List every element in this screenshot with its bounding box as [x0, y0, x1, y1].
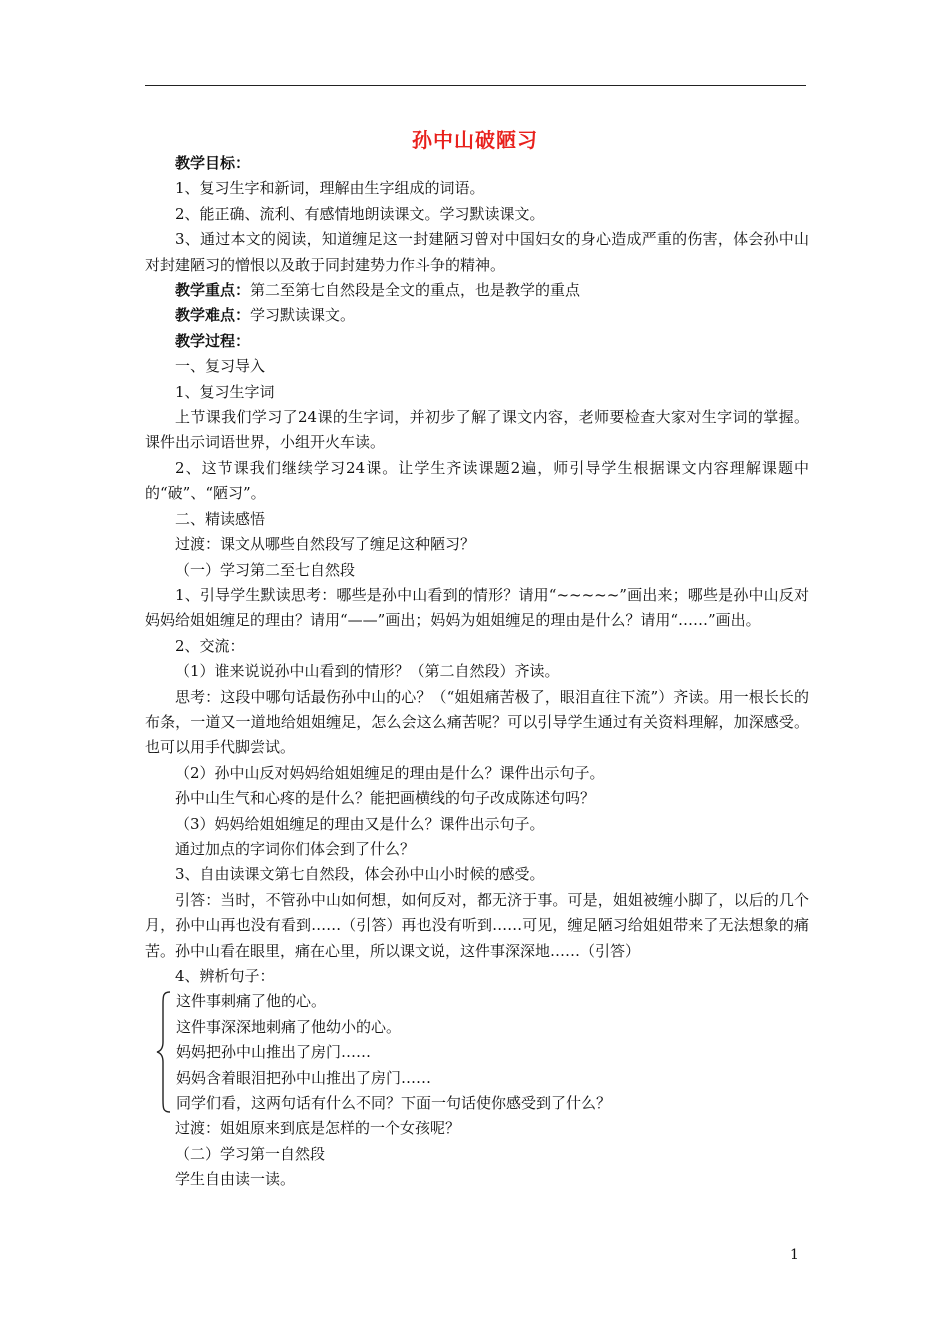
body-paragraph: 一、复习导入 [175, 357, 266, 376]
document-body [145, 151, 809, 1193]
body-paragraph: 2、这节课我们继续学习24课。让学生齐读课题2遍，师引导学生根据课文内容理解课题中的“破”、“陋习”。 [145, 458, 809, 503]
header-rule [145, 85, 806, 86]
difficulty [145, 303, 809, 328]
key-point-text: 第二至第七自然段是全文的重点，也是教学的重点 [250, 281, 581, 300]
body-paragraph: 3、自由读课文第七自然段，体会孙中山小时候的感受。 [175, 865, 545, 884]
body-paragraph: 思考：这段中哪句话最伤孙中山的心？（“姐姐痛苦极了，眼泪直往下流”）齐读。用一根长长的布条，一道又一道地给姐姐缠足，怎么会这么痛苦呢？可以引导学生通过有关资料理解，加深感受。也可以用手代脚尝试。 [145, 687, 809, 757]
body-paragraph: （一）学习第二至七自然段 [175, 560, 356, 579]
goal-item: 3、通过本文的阅读，知道缠足这一封建陋习曾对中国妇女的身心造成严重的伤害，体会孙中山对封建陋习的憎恨以及敢于同封建势力作斗争的精神。 [145, 230, 809, 274]
goals-heading: 教学目标： [175, 154, 251, 172]
body-paragraph: 通过加点的字词你们体会到了什么？ [175, 839, 416, 858]
sentence-comparison [145, 989, 809, 1116]
page-number: 1 [790, 1247, 799, 1263]
key-point-label: 教学重点： [175, 281, 251, 300]
comparison-sentence: 这件事深深地刺痛了他幼小的心。 [176, 1017, 402, 1036]
body-paragraph: 二、精读感悟 [175, 509, 266, 528]
brace-icon [156, 990, 172, 1114]
body-paragraph: 1、引导学生默读思考：哪些是孙中山看到的情形？请用“~~~~~”画出来；哪些是孙中山反对妈妈给姐姐缠足的理由？请用“——”画出；妈妈为姐姐缠足的理由是什么？请用“……”画出。 [145, 585, 809, 630]
body-paragraph: （2）孙中山反对妈妈给姐姐缠足的理由是什么？课件出示句子。 [175, 763, 605, 782]
goal-item: 2、能正确、流利、有感情地朗读课文。学习默读课文。 [175, 204, 545, 223]
body-paragraph: 过渡：课文从哪些自然段写了缠足这种陋习？ [175, 535, 476, 554]
body-paragraph: （二）学习第一自然段 [175, 1144, 326, 1163]
difficulty-label: 教学难点： [175, 306, 251, 325]
body-paragraph: （1）谁来说说孙中山看到的情形？（第二自然段）齐读。 [175, 662, 560, 681]
body-paragraph: 4、辨析句子： [175, 967, 275, 985]
body-paragraph: 上节课我们学习了24课的生字词，并初步了解了课文内容，老师要检查大家对生字词的掌握。课件出示词语世界，小组开火车读。 [145, 408, 809, 452]
body-paragraph: 2、交流： [175, 636, 245, 655]
body-paragraph: 学生自由读一读。 [175, 1170, 296, 1189]
comparison-sentence: 妈妈含着眼泪把孙中山推出了房门…… [176, 1068, 432, 1087]
key-point [145, 278, 809, 303]
difficulty-text: 学习默读课文。 [250, 306, 356, 325]
body-paragraph: 过渡：姐姐原来到底是怎样的一个女孩呢？ [175, 1119, 461, 1138]
body-paragraph: 孙中山生气和心疼的是什么？能把画横线的句子改成陈述句吗？ [175, 789, 596, 808]
body-paragraph: 引答：当时，不管孙中山如何想，如何反对，都无济于事。可是，姐姐被缠小脚了，以后的几个月，孙中山再也没有看到……（引答）再也没有听到……可见，缠足陋习给姐姐带来了无法想象的痛苦。孙中山看在眼里，痛在心里，所以课文说，这件事深深地……（引答） [145, 890, 809, 960]
comparison-sentence: 这件事刺痛了他的心。 [176, 992, 327, 1011]
document-title: 孙中山破陋习 [412, 128, 538, 152]
body-paragraph: （3）妈妈给姐姐缠足的理由又是什么？课件出示句子。 [175, 814, 545, 833]
comparison-question: 同学们看，这两句话有什么不同？下面一句话使你感受到了什么？ [176, 1094, 612, 1113]
body-paragraph: 1、复习生字词 [175, 382, 275, 401]
comparison-sentence: 妈妈把孙中山推出了房门…… [176, 1043, 372, 1062]
process-heading: 教学过程： [175, 331, 251, 350]
goal-item: 1、复习生字和新词，理解由生字组成的词语。 [175, 179, 485, 198]
